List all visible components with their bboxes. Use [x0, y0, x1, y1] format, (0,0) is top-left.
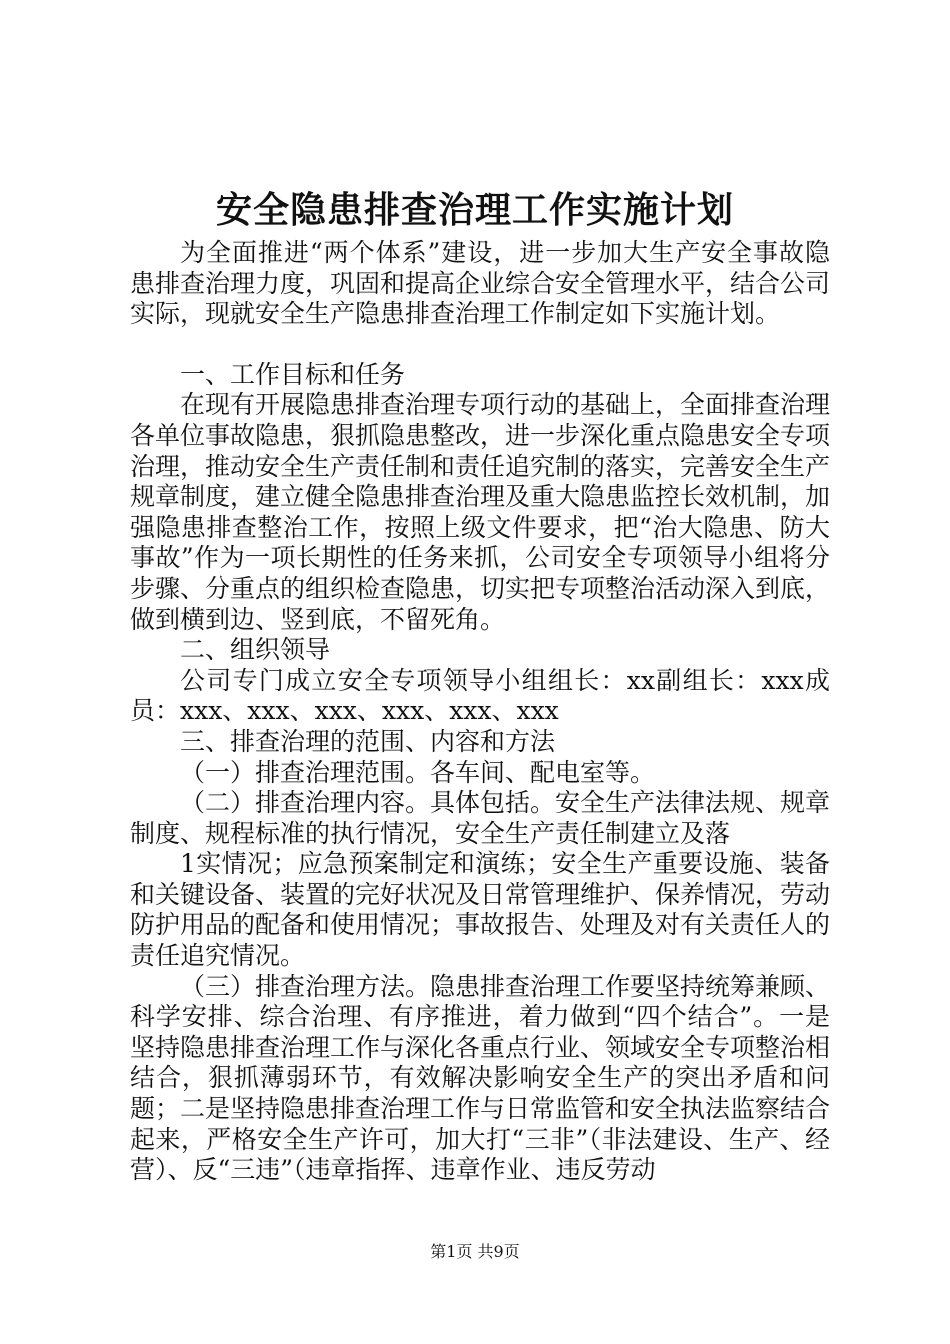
section-heading-2: 二、组织领导	[180, 635, 331, 665]
section-3-method: （三）排查治理方法。隐患排查治理工作要坚持统筹兼顾、科学安排、综合治理、有序推进，着力做到“四个结合”。一是坚持隐患排查治理工作与深化各重点行业、领域安全专项整治相结合，狠抓薄弱环节，有效解决影响安全生产的突出矛盾和问题；二是坚持隐患排查治理工作与日常监管和安全执法监察结合起来，严格安全生产许可，加大打“三非”（非法建设、生产、经营）、反“三违”（违章指挥、违章作业、违反劳动	[130, 971, 831, 1185]
document-body	[130, 238, 830, 1186]
section-3-content: （二）排查治理内容。具体包括。安全生产法律法规、规章制度、规程标准的执行情况，安全生产责任制建立及落	[130, 788, 831, 848]
section-heading-3: 三、排查治理的范围、内容和方法	[180, 726, 556, 756]
section-3-content-continued: 1实情况；应急预案制定和演练；安全生产重要设施、装备和关键设备、装置的完好状况及日常管理维护、保养情况，劳动防护用品的配备和使用情况；事故报告、处理及对有关责任人的责任追究情况。	[130, 849, 831, 971]
paragraph-spacer	[130, 330, 830, 360]
section-1-paragraph: 在现有开展隐患排查治理专项行动的基础上，全面排查治理各单位事故隐患，狠抓隐患整改，进一步深化重点隐患安全专项治理，推动安全生产责任制和责任追究制的落实，完善安全生产规章制度，建立健全隐患排查治理及重大隐患监控长效机制，加强隐患排查整治工作，按照上级文件要求，把“治大隐患、防大事故”作为一项长期性的任务来抓，公司安全专项领导小组将分步骤、分重点的组织检查隐患，切实把专项整治活动深入到底，做到横到边、竖到底，不留死角。	[130, 390, 831, 634]
document-title: 安全隐患排查治理工作实施计划	[215, 189, 734, 231]
section-heading-1: 一、工作目标和任务	[180, 359, 406, 389]
section-3-scope: （一）排查治理范围。各车间、配电室等。	[180, 757, 656, 787]
intro-paragraph: 为全面推进“两个体系”建设，进一步加大生产安全事故隐患排查治理力度，巩固和提高企业综合安全管理水平，结合公司实际，现就安全生产隐患排查治理工作制定如下实施计划。	[130, 238, 831, 329]
section-2-paragraph: 公司专门成立安全专项领导小组组长：xx副组长：xxx成员：xxx、xxx、xxx、xxx、xxx、xxx	[130, 665, 830, 726]
page-footer: 第1页 共9页	[430, 1242, 520, 1261]
